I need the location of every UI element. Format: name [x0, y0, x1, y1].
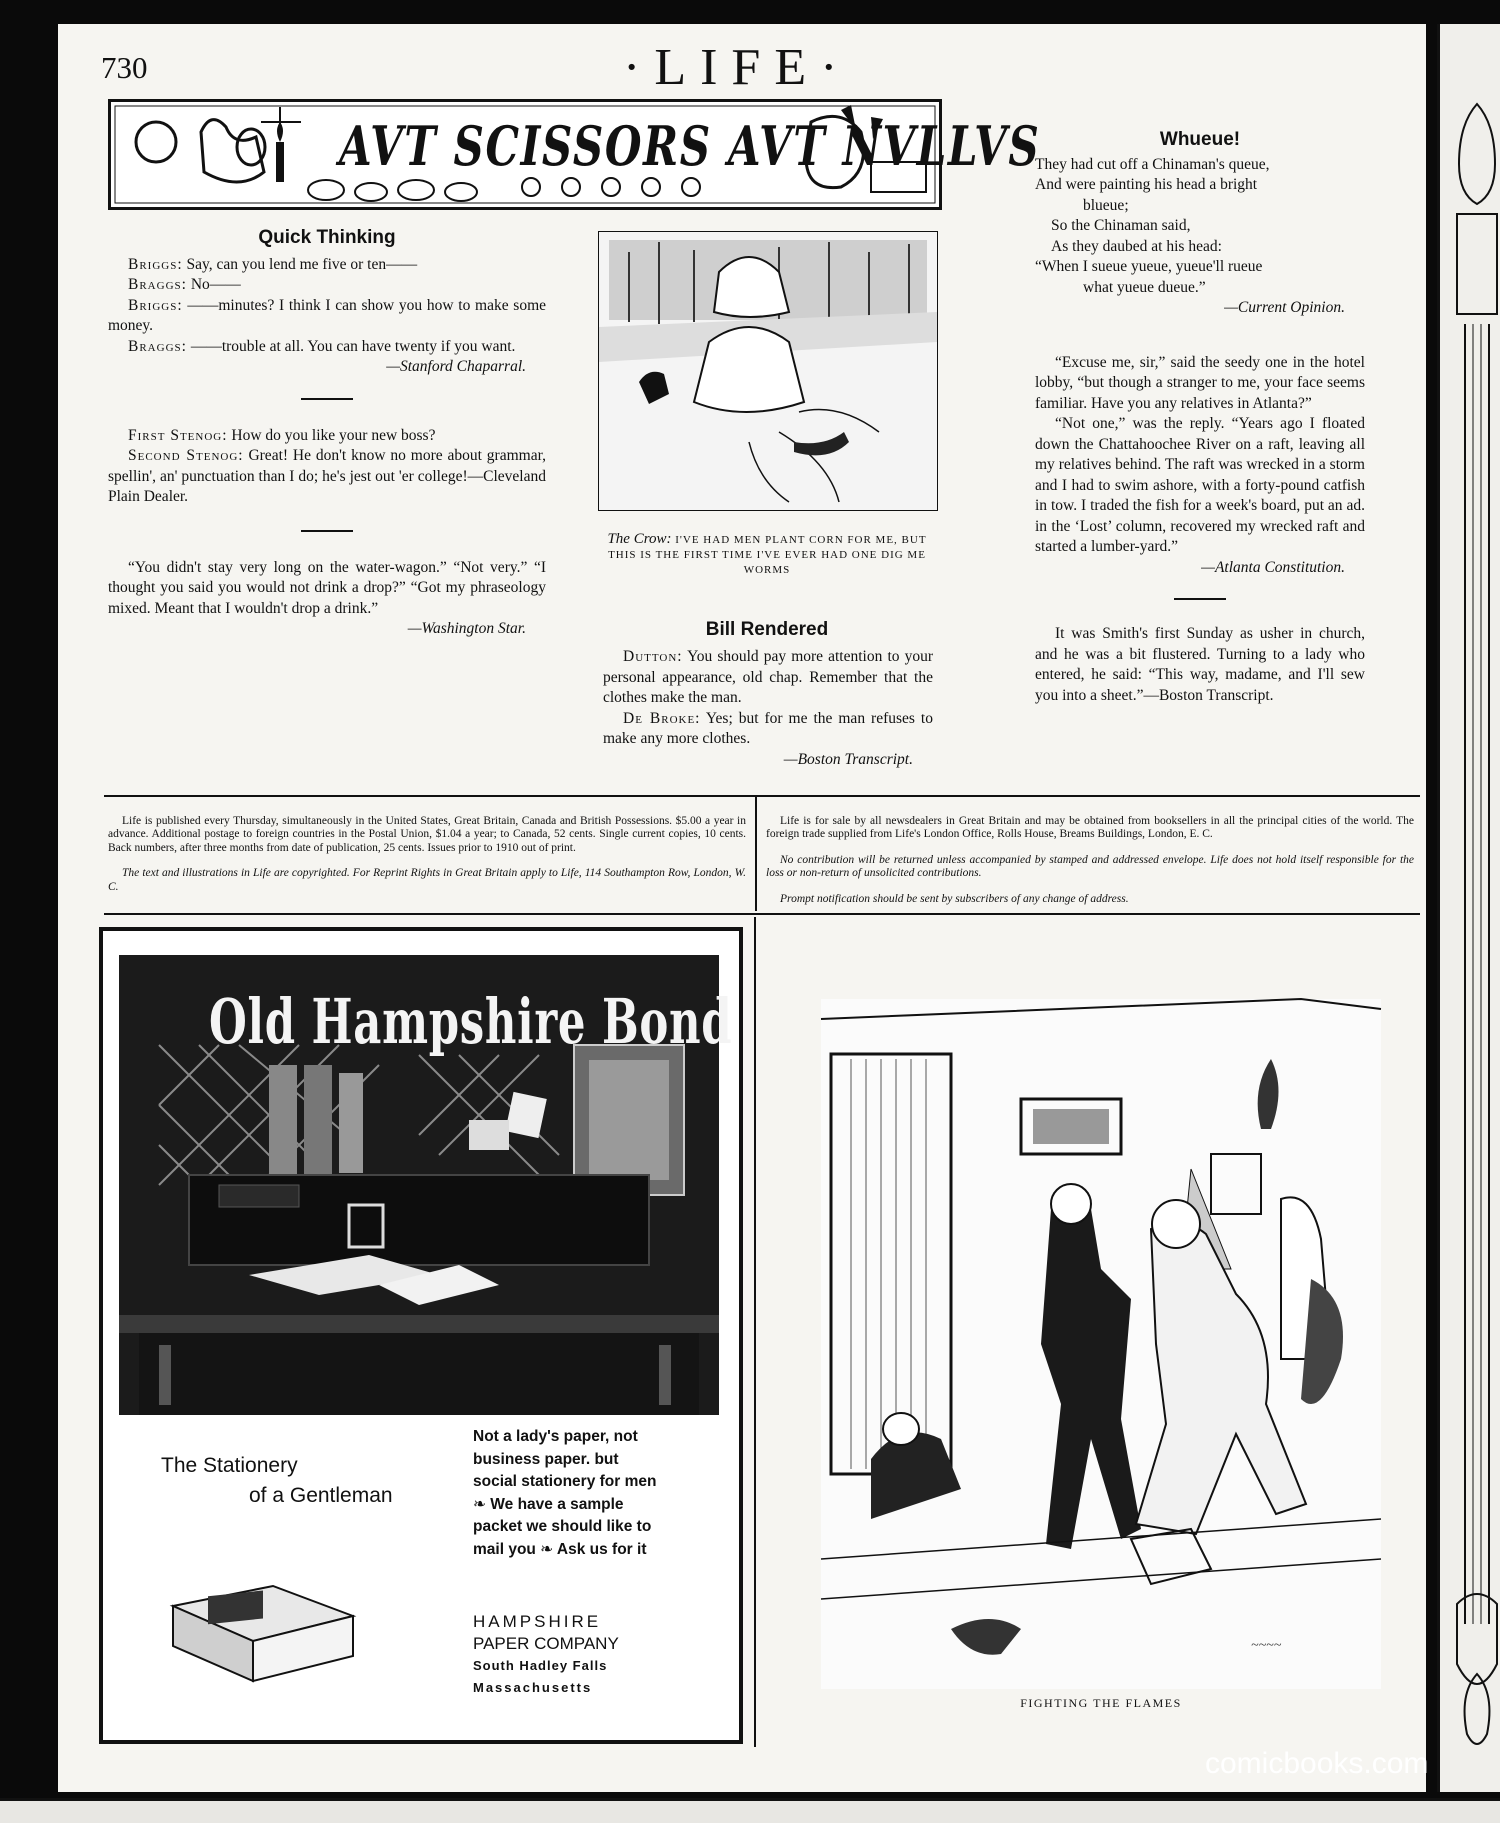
ornamental-column-icon: [1437, 24, 1500, 1792]
usher-text: It was Smith's first Sunday as usher in church, and he was a bit flustered. Turning to a lady who entered, he said: “This way, madame, and I'll sew you into a sheet.”—Boston Transcript.: [1035, 625, 1365, 704]
dialogue-text: You should pay more attention to your personal appearance, old chap. Remember that the clothes make the man.: [603, 648, 933, 706]
sales-notice: [766, 803, 1414, 918]
notice-divider: [755, 797, 757, 911]
poem-line: what yueue dueue.”: [1083, 278, 1206, 296]
masthead: ·LIFE·: [623, 39, 852, 96]
whueue-title: Whueue!: [1159, 129, 1241, 150]
speaker-name: Second Stenog:: [128, 447, 244, 464]
source-credit: —Washington Star.: [407, 620, 526, 637]
poem-line: As they daubed at his head:: [1051, 237, 1222, 255]
watermark: comicbooks.com: [1205, 1747, 1429, 1780]
dialogue-text: ——trouble at all. You can have twenty if you want.: [190, 337, 516, 355]
next-page-edge: [0, 1798, 1500, 1823]
hampshire-advertisement: [99, 927, 743, 1744]
page-number: 730: [101, 50, 148, 85]
speaker-name: Briggs:: [128, 255, 183, 273]
dialogue-line: [108, 446, 546, 508]
dialogue-line: [108, 296, 546, 337]
water-wagon-text: “You didn't stay very long on the water-wagon.” “Not very.” “I thought you said you would not drink a drop?” “Got my phraseology mixed. Meant that I wouldn't drop a drink.”: [108, 558, 546, 617]
crow-caption-text: I'VE HAD MEN PLANT CORN FOR ME, BUT THIS IS THE FIRST TIME I'VE EVER HAD ONE DIG ME WORMS: [608, 534, 927, 576]
speaker-name: Dutton:: [623, 648, 683, 665]
dialogue-line: [603, 647, 933, 709]
bill-rendered-title: Bill Rendered: [705, 619, 829, 640]
poem-line: They had cut off a Chinaman's queue,: [1035, 155, 1270, 173]
ad-headline-line: of a Gentleman: [249, 1484, 393, 1507]
dialogue-text: Say, can you lend me five or ten——: [186, 255, 418, 273]
dialogue-text: How do you like your new boss?: [231, 426, 436, 444]
source-credit: —Current Opinion.: [1224, 299, 1345, 316]
left-column: [108, 228, 546, 640]
bill-rendered-text: [603, 647, 933, 770]
section-divider: [301, 530, 353, 532]
dialogue-line: [603, 709, 933, 750]
bottom-column-divider: [754, 917, 756, 1747]
cartoon-caption: FIGHTING THE FLAMES: [1020, 1696, 1182, 1710]
source-credit: —Atlanta Constitution.: [1201, 558, 1345, 576]
desk-photo: [119, 955, 733, 1415]
notice-text: The text and illustrations in Life are copyrighted. For Reprint Rights in Great Britain apply to Life, 114 Southampton Row, London, W. C.: [108, 867, 746, 894]
dialogue-text: Yes; but for me the man refuses to make any more clothes.: [603, 709, 933, 747]
notice-text: No contribution will be returned unless accompanied by stamped and addressed envelope. Life does not hold itself responsible for the loss or non-return of unsolicited contributions.: [766, 853, 1414, 880]
ad-company-name: PAPER COMPANY: [473, 1634, 619, 1653]
subscription-notice: [108, 803, 746, 906]
svg-text:~~~~: ~~~~: [1251, 1638, 1282, 1653]
dialogue-line: [108, 426, 546, 447]
dialogue-line: [108, 255, 546, 276]
source-credit: —Boston Transcript.: [783, 750, 913, 768]
dialogue-text: Great! He don't know no more about grammar, spellin', an' punctuation than I do; he's jest out 'er college!—Cleveland Plain Dealer.: [108, 447, 546, 505]
crow-illustration: [598, 231, 938, 511]
notice-text: Prompt notification should be sent by subscribers of any change of address.: [780, 892, 1129, 905]
speaker-name: De Broke:: [623, 709, 701, 727]
section-divider: [1174, 598, 1226, 600]
ad-location: South Hadley Falls: [473, 1658, 608, 1673]
fighting-the-flames-cartoon: [821, 999, 1381, 1689]
poem-line: “When I sueue yueue, yueue'll rueue: [1035, 258, 1263, 275]
stationery-box-icon: [163, 1566, 363, 1686]
excuse-text-reply: “Not one,” was the reply. “Years ago I floated down the Chattahoochee River on a raft, leaving all my relatives behind. The raft was wrecked in a storm and I had to swim ashore, with a forty-pound catfish in tow. I traded the fish for a week's board, put an ad. in the ‘Lost’ column, recovered my wrecked raft and started a lumber-yard.”: [1035, 415, 1365, 555]
ad-brand-title: Old Hampshire Bond: [209, 985, 733, 1058]
excuse-text: “Excuse me, sir,” said the seedy one in the hotel lobby, “but though a stranger to me, your face seems familiar. Have you any relatives in Atlanta?”: [1035, 353, 1365, 412]
source-credit: —Stanford Chaparral.: [386, 358, 526, 375]
ad-location: Massachusetts: [473, 1680, 593, 1695]
ad-company-name: HAMPSHIRE: [473, 1612, 602, 1631]
speaker-name: Briggs:: [128, 296, 183, 314]
poem-line: And were painting his head a bright: [1035, 176, 1258, 193]
banner-title: AVT SCISSORS AVT NVLLVS: [339, 114, 1041, 178]
ad-body-text: Not a lady's paper, not business paper. but social stationery for men ❧ We have a sample packet we should like to mail you ❧ Ask us for it: [473, 1428, 657, 1558]
speaker-name: First Stenog:: [128, 426, 228, 444]
dialogue-line: [108, 275, 546, 296]
right-column: [1035, 130, 1365, 706]
notice-text: Life is published every Thursday, simultaneously in the United States, Great Britain, Canada and British Possessions. $5.00 a year in advance. Additional postage to foreign countries in the Postal Union, $1.04 a year; to Canada, 52 cents. Single current copies, 10 cents. Back numbers, after three months from date of publication, 25 cents. Issues prior to 1910 out of print.: [108, 814, 746, 855]
cartoon-scene-icon: [821, 999, 1381, 1689]
dialogue-line: [108, 337, 546, 358]
dialogue-text: ——minutes? I think I can show you how to make some money.: [108, 296, 546, 334]
ad-headline-line: The Stationery: [161, 1454, 298, 1477]
dialogue-text: No——: [190, 276, 241, 293]
quick-thinking-title: Quick Thinking: [258, 227, 396, 248]
ad-company-block: [473, 1611, 673, 1699]
section-banner: [108, 99, 1041, 210]
poem-line: So the Chinaman said,: [1051, 217, 1191, 234]
crow-caption: [598, 532, 936, 578]
notice-text: Life is for sale by all newsdealers in Great Britain and may be obtained from booksellers in all the principal cities of the world. The foreign trade supplied from Life's London Office, Rolls House, Breams Buildings, London, E. C.: [766, 814, 1414, 841]
ad-headline: [161, 1451, 393, 1511]
poem-line: blueue;: [1083, 196, 1129, 214]
crow-scarecrow-icon: [599, 232, 937, 510]
speaker-name: Braggs:: [128, 337, 187, 355]
adjacent-page-edge: [1437, 24, 1500, 1792]
speaker-name: Braggs:: [128, 276, 187, 293]
crow-speaker: The Crow:: [607, 531, 672, 547]
notice-rule-top: [104, 795, 1420, 797]
magazine-page: [58, 24, 1429, 1792]
section-divider: [301, 398, 353, 400]
